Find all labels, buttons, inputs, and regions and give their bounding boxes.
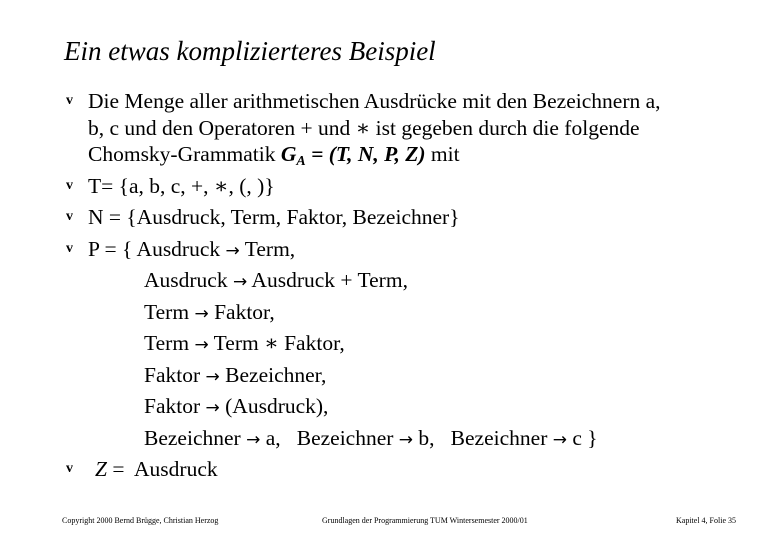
production-rule-bezeichner [0,425,780,452]
bullet-nonterminals [0,204,780,231]
terminals-text: T= {a, b, c, +, ∗, (, )} [88,173,275,198]
start-symbol-text [95,456,218,483]
production-rule [0,362,780,389]
rule-lhs: Ausdruck [144,268,228,292]
grammar-tuple: = (T, N, P, Z) [305,142,426,166]
bullet-intro [0,88,780,115]
bullet-terminals [0,173,780,200]
rule-text [144,362,326,391]
rule-rhs: b, [413,425,451,450]
rule-rhs: a, [260,425,297,450]
rule-rhs: Term ∗ Faktor, [208,331,345,355]
bullet-start-symbol [0,456,780,483]
rule-rhs: (Ausdruck), [219,394,329,418]
bullet-icon: v [66,177,73,193]
production-rule [0,393,780,420]
arrow-icon: → [398,429,414,450]
bullet-productions [0,236,780,263]
footer-copyright: Copyright 2000 Bernd Brügge, Christian Herzog [62,516,219,525]
rule-text [144,330,345,359]
rule-lhs: Term [144,331,190,355]
bullet-icon: v [66,209,73,224]
footer-page: Kapitel 4, Folie 35 [676,516,736,525]
rule-lhs: Bezeichner [450,425,548,450]
rule-lhs: Bezeichner [144,425,241,450]
production-rule [0,299,780,326]
bullet-icon: v [66,240,73,256]
arrow-icon: → [225,240,240,261]
start-symbol-def: = Ausdruck [106,457,218,481]
intro-line-3-prefix: Chomsky-Grammatik [88,142,281,166]
arrow-icon: → [246,429,261,450]
bullet-intro-cont [0,141,780,168]
arrow-icon: → [205,366,220,387]
production-rule [0,330,780,357]
rule-rhs: Bezeichner, [219,362,327,387]
grammar-letter: G [280,142,297,166]
bullet-intro-cont [0,115,780,142]
nonterminals-text: N = {Ausdruck, Term, Faktor, Bezeichner} [88,205,460,229]
productions-first [88,236,295,265]
intro-line-1: Die Menge aller arithmetischen Ausdrücke mit den Bezeichnern a, [88,89,661,113]
arrow-icon: → [205,398,220,418]
slide-title: Ein etwas komplizierteres Beispiel [64,36,436,66]
rule-lhs: Term [144,299,190,324]
rule-text [144,299,275,328]
arrow-icon: → [232,272,248,292]
grammar-subscript: A [296,154,306,169]
rule-rhs: Faktor, [208,299,275,324]
bullet-icon: v [66,93,73,108]
arrow-icon: → [194,303,209,324]
rule-text [144,267,408,296]
rule-lhs: Bezeichner [296,425,394,450]
intro-line-3-suffix: mit [425,142,460,166]
rule-lhs: Faktor [144,362,201,387]
intro-line-2: b, c und den Operatoren + und ∗ ist gegeben durch die folgende [88,115,640,140]
bullet-icon: v [66,461,73,476]
rule-text [144,425,598,454]
rule-rhs: c } [566,425,598,450]
productions-first-rhs: Term, [239,236,296,261]
rule-lhs: Faktor [144,394,201,418]
grammar-symbol [280,142,426,169]
production-rule [0,267,780,294]
footer-course: Grundlagen der Programmierung TUM Wintersemester 2000/01 [322,516,528,525]
bullet-list [0,88,780,483]
arrow-icon: → [194,335,209,355]
rule-rhs: Ausdruck + Term, [247,268,408,292]
intro-line-3 [88,141,460,176]
arrow-icon: → [552,429,567,450]
rule-text [144,393,328,422]
start-symbol: Z [95,457,107,481]
productions-prefix: P = { Ausdruck [88,236,221,261]
